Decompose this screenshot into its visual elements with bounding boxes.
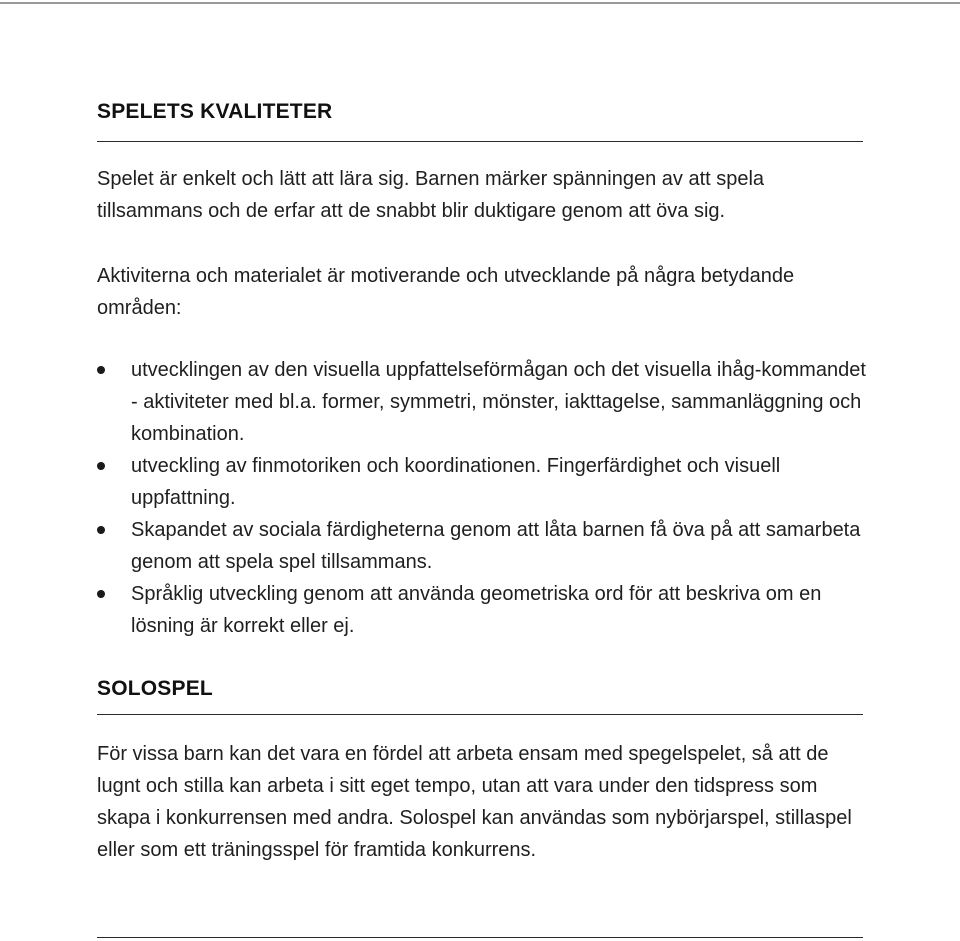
- heading-underline-rule: [97, 141, 863, 142]
- bullet-icon: [97, 590, 105, 598]
- bottom-rule: [97, 937, 863, 938]
- heading-underline-rule: [97, 714, 863, 715]
- bullet-icon: [97, 526, 105, 534]
- bullet-icon: [97, 462, 105, 470]
- list-item: [97, 450, 867, 514]
- list-item: [97, 354, 867, 450]
- qualities-bullet-list: [97, 354, 867, 642]
- areas-intro-paragraph: Aktiviterna och materialet är motiverande och utvecklande på några betydande områden:: [97, 265, 795, 319]
- solospel-paragraph: För vissa barn kan det vara en fördel att arbeta ensam med spegelspelet, så att de lugnt och stilla kan arbeta i sitt eget tempo, utan att vara under den tidspress som skapa i konkurrensen med andra. Solospel kan användas som nybörjarspel, stillaspel eller som ett träningsspel för framtida konkurrens.: [97, 743, 852, 861]
- bullet-text: utvecklingen av den visuella uppfattelseförmågan och det visuella ihåg-kommandet - aktiviteter med bl.a. former, symmetri, mönster, iakttagelse, sammanläggning och kombination.: [131, 359, 866, 445]
- bullet-icon: [97, 366, 105, 374]
- section-heading-spelets-kvaliteter: SPELETS KVALITETER: [97, 100, 333, 123]
- list-item: [97, 578, 867, 642]
- top-border-rule: [0, 2, 960, 4]
- bullet-text: Skapandet av sociala färdigheterna genom att låta barnen få öva på att samarbeta genom att spela spel tillsammans.: [131, 519, 861, 573]
- section-heading-solospel: SOLOSPEL: [97, 677, 213, 700]
- list-item: [97, 514, 867, 578]
- bullet-text: Språklig utveckling genom att använda geometriska ord för att beskriva om en lösning är korrekt eller ej.: [131, 583, 822, 637]
- bullet-text: utveckling av finmotoriken och koordinationen. Fingerfärdighet och visuell uppfattning.: [131, 455, 781, 509]
- intro-paragraph: Spelet är enkelt och lätt att lära sig. Barnen märker spänningen av att spela tillsammans och de erfar att de snabbt blir duktigare genom att öva sig.: [97, 168, 765, 222]
